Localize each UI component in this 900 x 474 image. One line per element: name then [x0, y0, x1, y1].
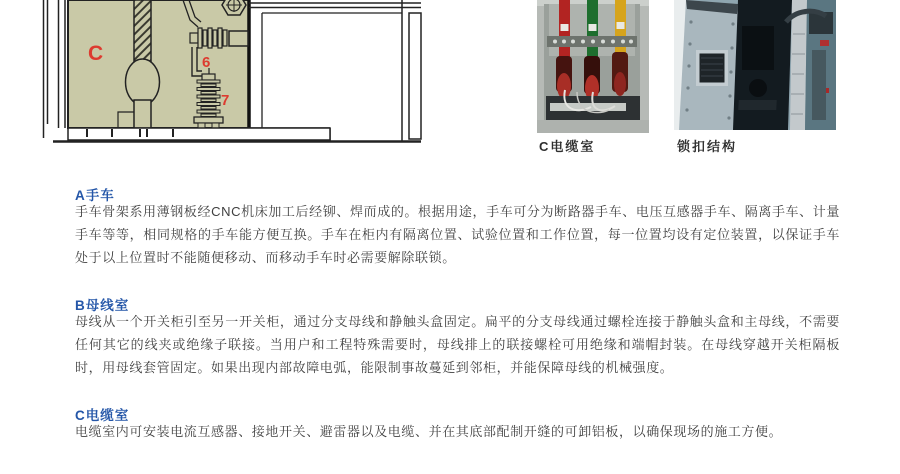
section-heading-busbar-room: B母线室	[75, 298, 130, 313]
switchgear-section-diagram	[40, 0, 430, 150]
cable-compartment-photo	[537, 0, 649, 133]
callout-6-label: 6	[202, 54, 211, 71]
cable-room-photo-caption: C电缆室	[539, 139, 596, 154]
lock-structure-photo-caption: 锁扣结构	[677, 139, 738, 154]
base-rail	[53, 128, 421, 142]
front-compartment-lines	[249, 0, 421, 141]
section-heading-cable-room: C电缆室	[75, 408, 130, 423]
diagram-left-panel	[44, 0, 66, 138]
section-body-busbar-room: 母线从一个开关柜引至另一开关柜，通过分支母线和静触头盒固定。扁平的分支母线通过螺栓连接于静触头盒和主母线，不需要任何其它的线夹或绝缘子联接。当用户和工程特殊需要时，母线排上的联接螺栓可用绝缘和端帽封装。在母线穿越开关柜隔板时，用母线套管固定。如果出现内部故障电弧，能限制事故蔓延到邻柜，并能保障母线的机械强度。	[75, 314, 840, 375]
section-body-handcart: 手车骨架系用薄钢板经CNC机床加工后经铆、焊而成的。根据用途，手车可分为断路器手车、电压互感器手车、隔离手车、计量手车等等，相同规格的手车能方便互换。手车在柜内有隔离位置、试验位置和工作位置，每一位置均设有定位装置，以保证手车处于以上位置时不能随便移动、而移动手车时必需要解除联锁。	[75, 204, 840, 265]
lock-structure-photo	[674, 0, 836, 130]
callout-7-label: 7	[221, 92, 230, 109]
compartment-c-label: C	[88, 42, 104, 65]
section-body-cable-room: 电缆室内可安装电流互感器、接地开关、避雷器以及电缆、并在其底部配制开缝的可卸铝板，以确保现场的施工方便。	[75, 424, 783, 439]
section-heading-handcart: A手车	[75, 188, 115, 203]
bushing-graphic	[190, 28, 248, 48]
